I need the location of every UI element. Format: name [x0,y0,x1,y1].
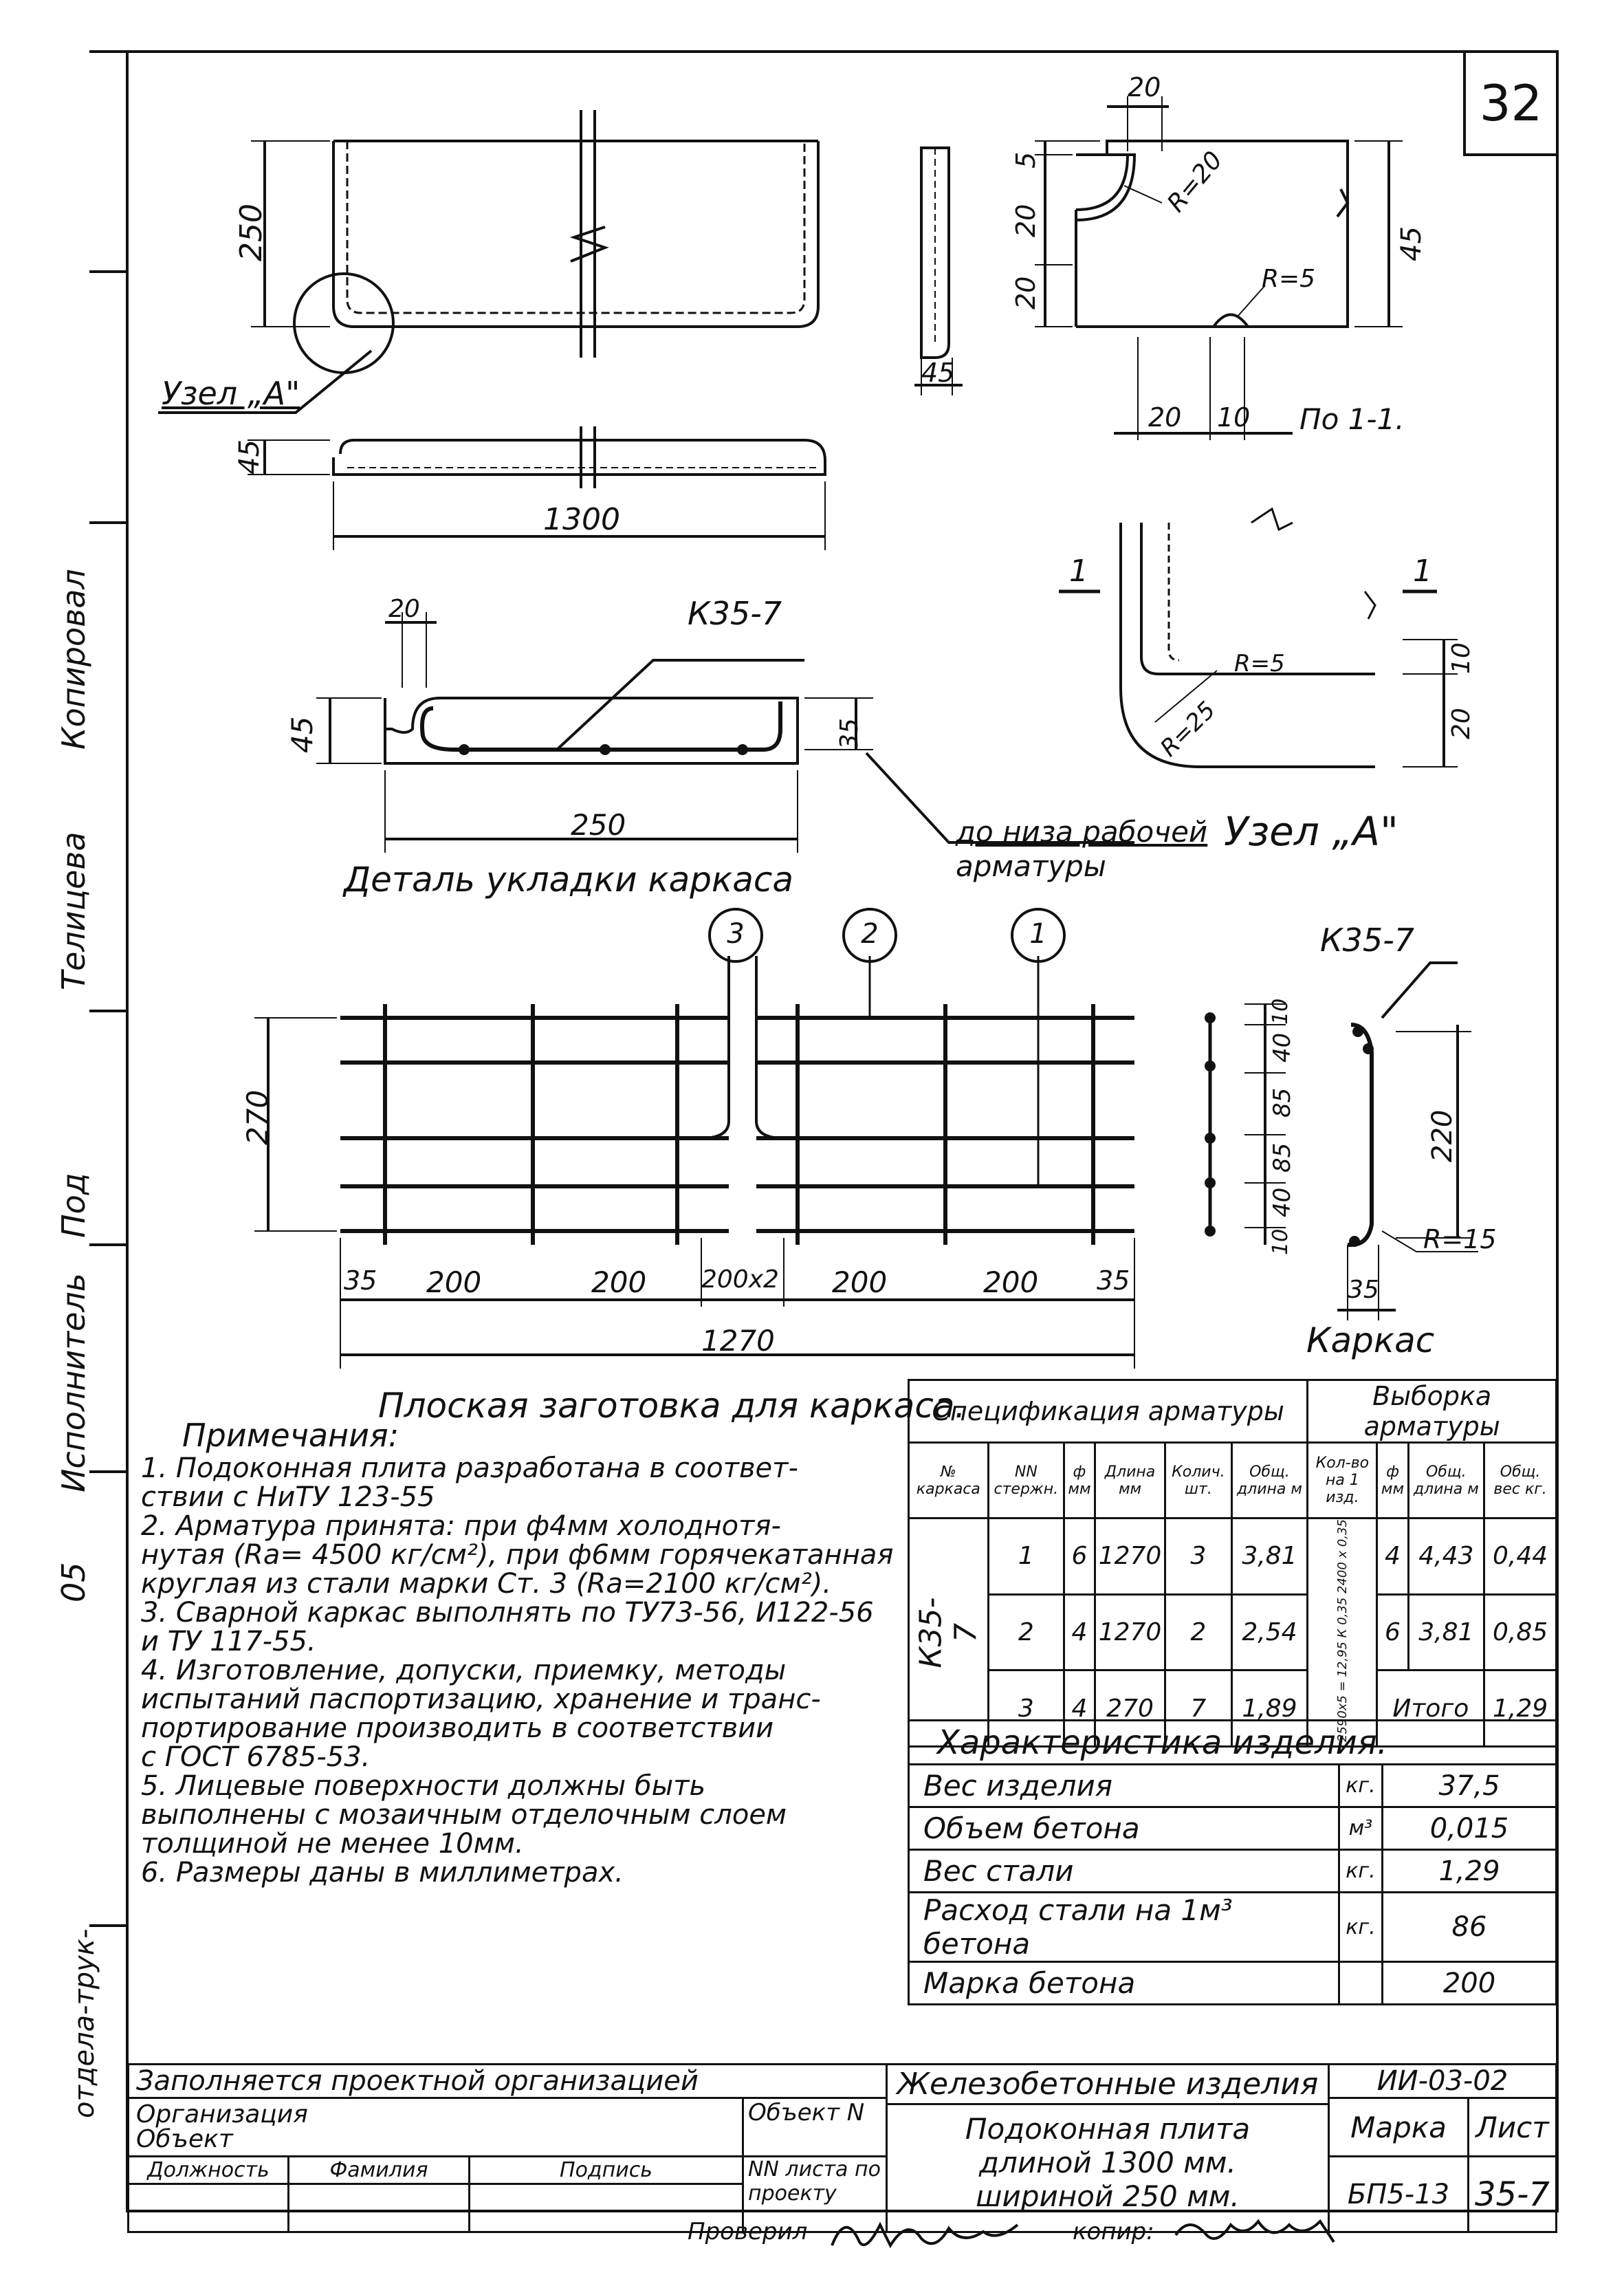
tb-sheet-value: 35-7 [1468,2157,1556,2232]
detail-dim-20c: 20 [1011,276,1041,309]
callout-2: 2 [861,918,879,950]
tb-col-position: Должность [129,2157,289,2184]
laying-dim-35: 35 [835,718,864,750]
frame-mark: К35-7 [1320,922,1415,959]
char-value: 200 [1383,1962,1557,2005]
spec-header: № каркаса [909,1443,989,1519]
spec-header: Длина мм [1095,1443,1165,1519]
note-line: выполнены с мозаичным отделочным слоем [141,1799,787,1831]
cut-mark-right: 1 [1413,554,1432,589]
notes-block [141,1417,911,1887]
spec-cell: 270 [1095,1670,1165,1747]
tb-empty [129,2184,289,2232]
spec-frame-mark: К35-7 [909,1519,989,1747]
note-line: 1. Подоконная плита разработана в соответ- [141,1452,798,1484]
sheet-number: 32 [1479,74,1543,132]
spec-cell: 3 [1165,1519,1232,1595]
signature-copied [1169,2201,1348,2256]
note-line: портирование производить в соответствии [141,1712,774,1744]
spec-cell: 1270 [1095,1519,1165,1595]
detail-dim-45: 45 [1396,226,1427,261]
char-unit: кг. [1339,1765,1383,1807]
blank-dim-200a: 200 [426,1265,482,1299]
detail-r20: R=20 [1162,146,1229,218]
spec-cell: 6 [1064,1519,1095,1595]
spec-header: Колич. шт. [1165,1443,1232,1519]
spec-cell: 1,89 [1231,1670,1308,1747]
node-r5: R=5 [1234,650,1285,677]
spec-header: Кол-во на 1 изд. [1308,1443,1377,1519]
laying-mark: К35-7 [688,595,782,632]
spec-header: Общ. длина м [1408,1443,1484,1519]
node-r25: R=25 [1155,696,1221,763]
char-name: Вес стали [909,1850,1339,1893]
side-label-kopiroval: Копировал [55,569,92,750]
sel-cell: 3,81 [1408,1594,1484,1670]
sel-cell: 0,85 [1484,1594,1557,1670]
note-line: 6. Размеры даны в миллиметрах. [141,1857,624,1888]
tb-filled-by: Заполняется проектной организацией [129,2065,887,2098]
note-line: 2. Арматура принята: при ф4мм холоднотя- [141,1510,781,1542]
tb-org-obj [129,2098,743,2157]
frame-caption: Каркас [1306,1320,1435,1360]
spec-headers [909,1443,1557,1519]
tb-copied: копир: [1073,2218,1154,2245]
side-label-otdela: отдела [69,2014,100,2118]
spec-table [908,1379,1557,1748]
tb-obj-no: Объект N [743,2098,886,2157]
tb-col-signature: Подпись [470,2157,743,2184]
sel-cell: 4,43 [1408,1519,1484,1595]
note-line: нутая (Ra= 4500 кг/см²), при ф6мм горячекатанная [141,1539,894,1571]
spec-cell: 4 [1064,1670,1095,1747]
blank-dim-200x2: 200х2 [701,1265,779,1294]
frame-dim-220: 220 [1427,1109,1458,1162]
spec-cell: 3 [988,1670,1064,1747]
frame-dim-85b: 85 [1269,1142,1296,1173]
callout-1: 1 [1029,918,1047,950]
node-dim-20: 20 [1447,708,1475,739]
char-row [909,1850,1557,1893]
spec-cell: 2 [988,1594,1064,1670]
char-name: Марка бетона [909,1962,1339,2005]
char-row [909,1893,1557,1962]
tb-category: Железобетонные изделия [888,2065,1328,2105]
spec-header: ф мм [1064,1443,1095,1519]
detail-dim-20b: 20 [1011,204,1041,237]
char-unit: м³ [1339,1807,1383,1850]
side-label-05: 05 [55,1562,92,1602]
note-line: круглая из стали марки Ст. 3 (Ra=2100 кг/см²). [141,1568,832,1600]
detail-dim-5: 5 [1011,151,1041,168]
side-label-telitseva: Телицева [55,831,92,990]
node-a-label: Узел „А" [162,375,300,412]
char-row [909,1765,1557,1807]
side-label-pod: Под [55,1173,92,1238]
char-unit: кг. [1339,1850,1383,1893]
detail-dim-20d: 20 [1148,402,1182,433]
node-dim-10: 10 [1447,642,1475,674]
tb-series: ИИ-03-02 [1328,2065,1556,2098]
spec-header: ф мм [1377,1443,1408,1519]
node-caption: Узел „А" [1224,808,1398,855]
laying-caption: Деталь укладки каркаса [344,860,794,900]
dim-1300: 1300 [543,502,620,537]
char-value: 1,29 [1383,1850,1557,1893]
notes-lines [141,1454,911,1887]
tb-desc-2: длиной 1300 мм. [979,2146,1236,2179]
frame-dim-10a: 10 [1269,998,1293,1025]
sel-cell: 0,44 [1484,1519,1557,1595]
blank-dim-270: 270 [241,1089,274,1145]
tb-mark-label: Марка [1328,2098,1468,2157]
char-name: Расход стали на 1м³ бетона [909,1893,1339,1962]
laying-dim-250: 250 [571,808,626,842]
sel-total-label: Итого [1377,1670,1484,1747]
tb-obj: Объект [136,2125,233,2153]
dim-45: 45 [234,439,265,475]
blank-dim-200b: 200 [591,1265,647,1299]
spec-cell: 7 [1165,1670,1232,1747]
note-line: ствии с НиТУ 123-55 [141,1481,435,1513]
note-line: 3. Сварной каркас выполнять по ТУ73-56, И122-56 [141,1597,874,1629]
characteristics-table [908,1719,1557,2005]
node-a-detail [1059,509,1458,767]
spec-title: Спецификация арматуры [909,1380,1308,1443]
plate-elevation [248,426,825,550]
section-dim-45: 45 [921,358,955,388]
note-line: с ГОСТ 6785-53. [141,1741,371,1773]
note-line: толщиной не менее 10мм. [141,1828,524,1860]
char-value: 86 [1383,1893,1557,1962]
frame-r15: R=15 [1423,1224,1497,1254]
laying-dim-45: 45 [285,716,319,753]
blank-caption: Плоская заготовка для каркаса. [378,1386,966,1426]
detail-r5: R=5 [1262,265,1316,293]
blank-dim-200c: 200 [832,1265,888,1299]
signature-checked [825,2204,1031,2259]
sel-cell: 4 [1377,1519,1408,1595]
char-value: 37,5 [1383,1765,1557,1807]
tb-desc-1: Подоконная плита [965,2112,1251,2146]
tb-empty [289,2184,470,2232]
char-value: 0,015 [1383,1807,1557,1850]
tb-mark-value: БП5-13 [1328,2157,1468,2232]
tb-checked: Проверил [688,2218,808,2245]
note-line: 5. Лицевые поверхности должны быть [141,1770,706,1802]
frame-dim-85a: 85 [1269,1087,1296,1118]
frame-dim-40a: 40 [1269,1032,1296,1063]
char-rows [909,1765,1557,2005]
sel-cell: 6 [1377,1594,1408,1670]
side-label-truk: -трук- [69,1928,100,2015]
dim-250: 250 [234,204,269,261]
callout-3: 3 [727,918,745,950]
frame-dim-10b: 10 [1269,1228,1293,1255]
laying-dim-20: 20 [388,595,420,623]
detail-dim-20a: 20 [1128,72,1161,102]
laying-note-2: арматуры [956,849,1106,883]
note-line: 4. Изготовление, допуски, приемку, методы [141,1655,787,1686]
blank-dim-200d: 200 [983,1265,1039,1299]
detail-top [1035,96,1403,440]
notes-title: Примечания: [182,1417,399,1454]
frame-dim-35: 35 [1348,1276,1379,1304]
sel-title: Выборка арматуры [1308,1380,1557,1443]
blank-dim-1270: 1270 [701,1324,775,1358]
side-label-ispolnitel: Исполнитель [55,1273,92,1492]
char-unit [1339,1962,1383,2005]
note-line: испытаний паспортизацию, хранение и транс- [141,1684,821,1715]
spec-qty-cell: 2590х5 = 12,95 К 0,35 2400 х 0,35 [1308,1519,1377,1747]
char-unit: кг. [1339,1893,1383,1962]
tb-sheet-label: Лист [1468,2098,1556,2157]
tb-sheets-no: NN листа по проекту [743,2157,886,2232]
tb-col-surname: Фамилия [289,2157,470,2184]
tb-desc-3: шириной 250 мм. [976,2179,1240,2213]
plate-plan [158,110,818,413]
detail-dim-10: 10 [1217,402,1251,433]
spec-cell: 2 [1165,1594,1232,1670]
char-name: Объем бетона [909,1807,1339,1850]
detail-caption: По 1-1. [1299,402,1405,436]
sel-total-value: 1,29 [1484,1670,1557,1747]
spec-header: Общ. длина м [1231,1443,1308,1519]
spec-cell: 1 [988,1519,1064,1595]
note-line: и ТУ 117-55. [141,1626,316,1657]
spec-cell: 4 [1064,1594,1095,1670]
spec-header: Общ. вес кг. [1484,1443,1557,1519]
char-name: Вес изделия [909,1765,1339,1807]
flat-blank [254,909,1134,1369]
blank-dim-35b: 35 [1097,1265,1130,1296]
spec-cell: 2,54 [1231,1594,1308,1670]
spec-header: NN стержн. [988,1443,1064,1519]
cut-mark-left: 1 [1069,554,1088,589]
char-row [909,1962,1557,2005]
laying-note-1: до низа рабочей [956,815,1208,849]
char-title: Характеристика изделия. [909,1721,1557,1765]
frame-dim-40b: 40 [1269,1187,1296,1217]
blank-dim-35a: 35 [344,1265,377,1296]
tb-org: Организация [136,2100,308,2129]
spec-cell: 3,81 [1231,1519,1308,1595]
spec-cell: 1270 [1095,1594,1165,1670]
char-row [909,1807,1557,1850]
